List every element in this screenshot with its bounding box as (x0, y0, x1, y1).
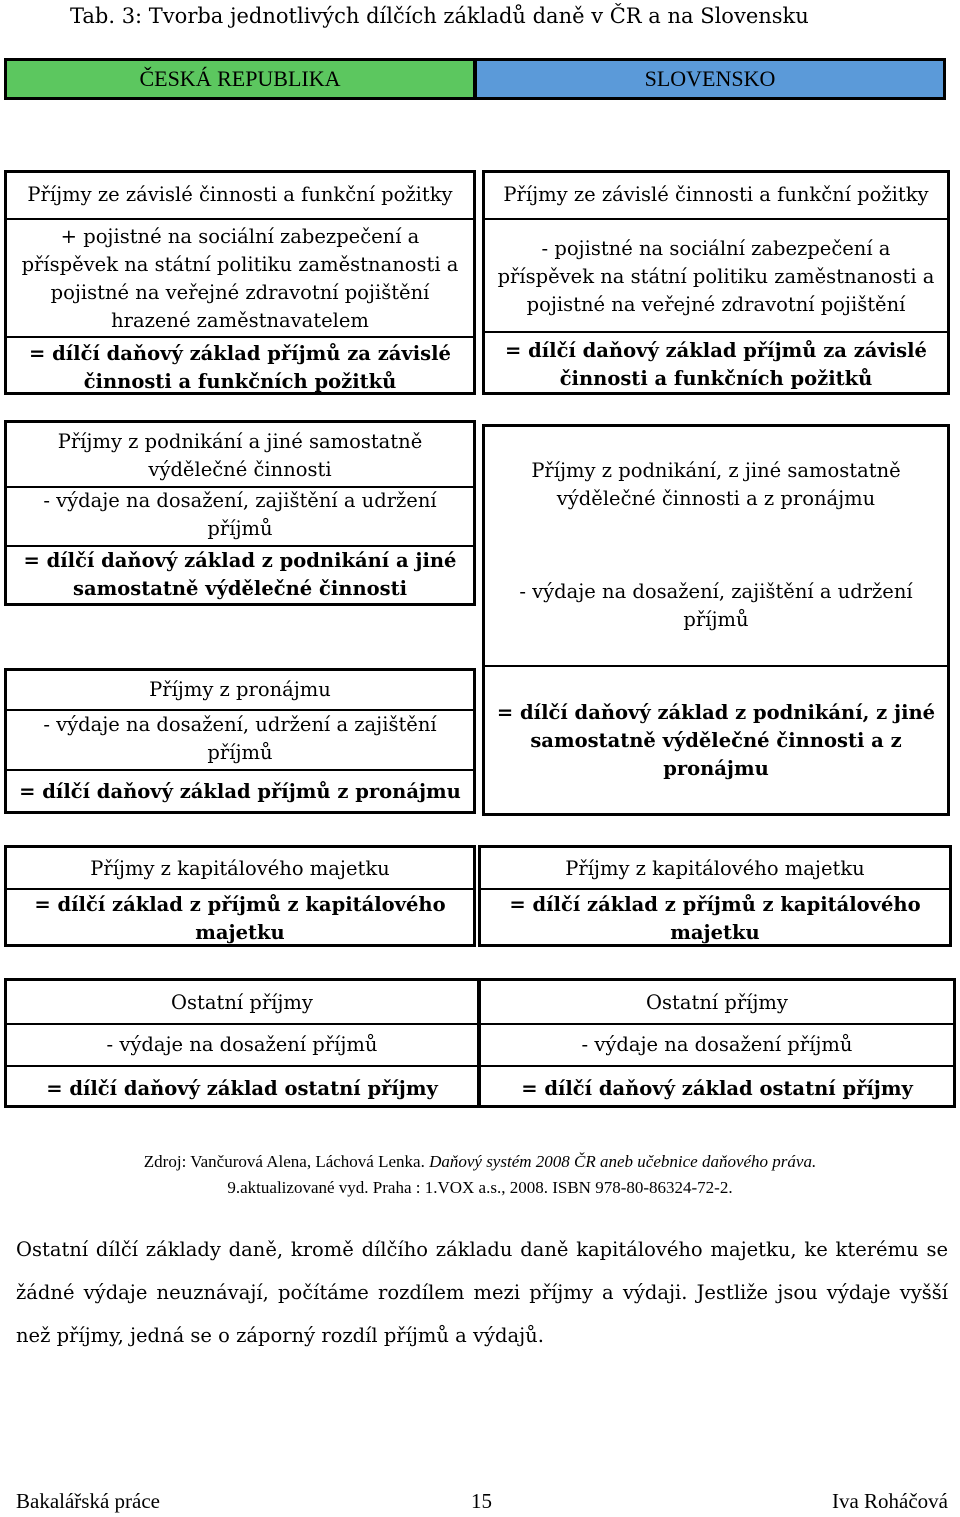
footer-author: Iva Roháčová (831, 1489, 948, 1513)
footer-page-number: 15 (471, 1489, 492, 1513)
footer-thesis-type: Bakalářská práce (16, 1489, 160, 1513)
cz-capital-box (4, 845, 476, 947)
sk-other-income: Ostatní příjmy (646, 991, 788, 1014)
cz-business-result: = dílčí daňový základ z podnikání a jiné samostatně výdělečné činnosti (23, 549, 457, 600)
sk-business-expenses: - výdaje na dosažení, zajištění a udržení příjmů (519, 580, 913, 631)
sk-other-result: = dílčí daňový základ ostatní příjmy (521, 1077, 913, 1100)
sk-capital-box (478, 845, 952, 947)
source-citation: Zdroj: Vančurová Alena, Láchová Lenka. Daňový systém 2008 ČR aneb učebnice daňového práva. 9.aktualizované vyd. Praha : 1.VOX a.s., 2008. ISBN 978-80-86324-72-2. (143, 1152, 817, 1197)
cz-rental-expenses: - výdaje na dosažení, udržení a zajištění příjmů (43, 713, 437, 764)
cz-rental-income: Příjmy z pronájmu (149, 678, 331, 701)
body-paragraph: Ostatní dílčí základy daně, kromě dílčího základu daně kapitálového majetku, ke kterému se žádné výdaje neuznávají, počítáme rozdílem mezi příjmy a výdaji. Jestliže jsou výdaje vyšší než příjmy, jedná se o záporný rozdíl příjmů a výdajů. (16, 1238, 948, 1347)
table-title: Tab. 3: Tvorba jednotlivých dílčích základů daně v ČR a na Slovensku (70, 4, 809, 28)
cz-business-expenses: - výdaje na dosažení, zajištění a udržení příjmů (43, 489, 437, 540)
sk-employment-contributions: - pojistné na sociální zabezpečení a příspěvek na státní politiku zaměstnanosti a pojistné na veřejné zdravotní pojištění (497, 237, 935, 316)
header-czech-republic: ČESKÁ REPUBLIKA (4, 58, 476, 100)
cz-capital-income: Příjmy z kapitálového majetku (90, 857, 390, 880)
cz-other-expenses: - výdaje na dosažení příjmů (106, 1033, 378, 1056)
header-slovakia: SLOVENSKO (474, 58, 946, 100)
sk-other-expenses: - výdaje na dosažení příjmů (581, 1033, 853, 1056)
sk-capital-income: Příjmy z kapitálového majetku (565, 857, 865, 880)
sk-employment-result: = dílčí daňový základ příjmů za závislé činnosti a funkčních požitků (505, 339, 927, 390)
sk-business-box (482, 424, 950, 816)
sk-employment-box (482, 170, 950, 395)
cz-employment-result: = dílčí daňový základ příjmů za závislé činnosti a funkčních požitků (29, 342, 451, 393)
sk-other-box (478, 978, 956, 1108)
sk-business-result: = dílčí daňový základ z podnikání, z jiné samostatně výdělečné činnosti a z pronájmu (496, 701, 936, 780)
cz-employment-contributions: + pojistné na sociální zabezpečení a příspěvek na státní politiku zaměstnanosti a pojistné na veřejné zdravotní pojištění hrazené zaměstnavatelem (21, 225, 459, 332)
sk-business-income: Příjmy z podnikání, z jiné samostatně výdělečné činnosti a z pronájmu (531, 459, 901, 510)
cz-other-income: Ostatní příjmy (171, 991, 313, 1014)
cz-business-box (4, 420, 476, 606)
cz-rental-result: = dílčí daňový základ příjmů z pronájmu (19, 780, 461, 803)
cz-business-income: Příjmy z podnikání a jiné samostatně výdělečné činnosti (57, 430, 423, 481)
cz-employment-box (4, 170, 476, 395)
cz-other-box (4, 978, 480, 1108)
cz-capital-result: = dílčí základ z příjmů z kapitálového majetku (34, 893, 446, 944)
cz-employment-income: Příjmy ze závislé činnosti a funkční požitky (27, 183, 453, 206)
sk-capital-result: = dílčí základ z příjmů z kapitálového majetku (509, 893, 921, 944)
cz-rental-box (4, 668, 476, 814)
cz-other-result: = dílčí daňový základ ostatní příjmy (46, 1077, 438, 1100)
sk-employment-income: Příjmy ze závislé činnosti a funkční požitky (503, 183, 929, 206)
